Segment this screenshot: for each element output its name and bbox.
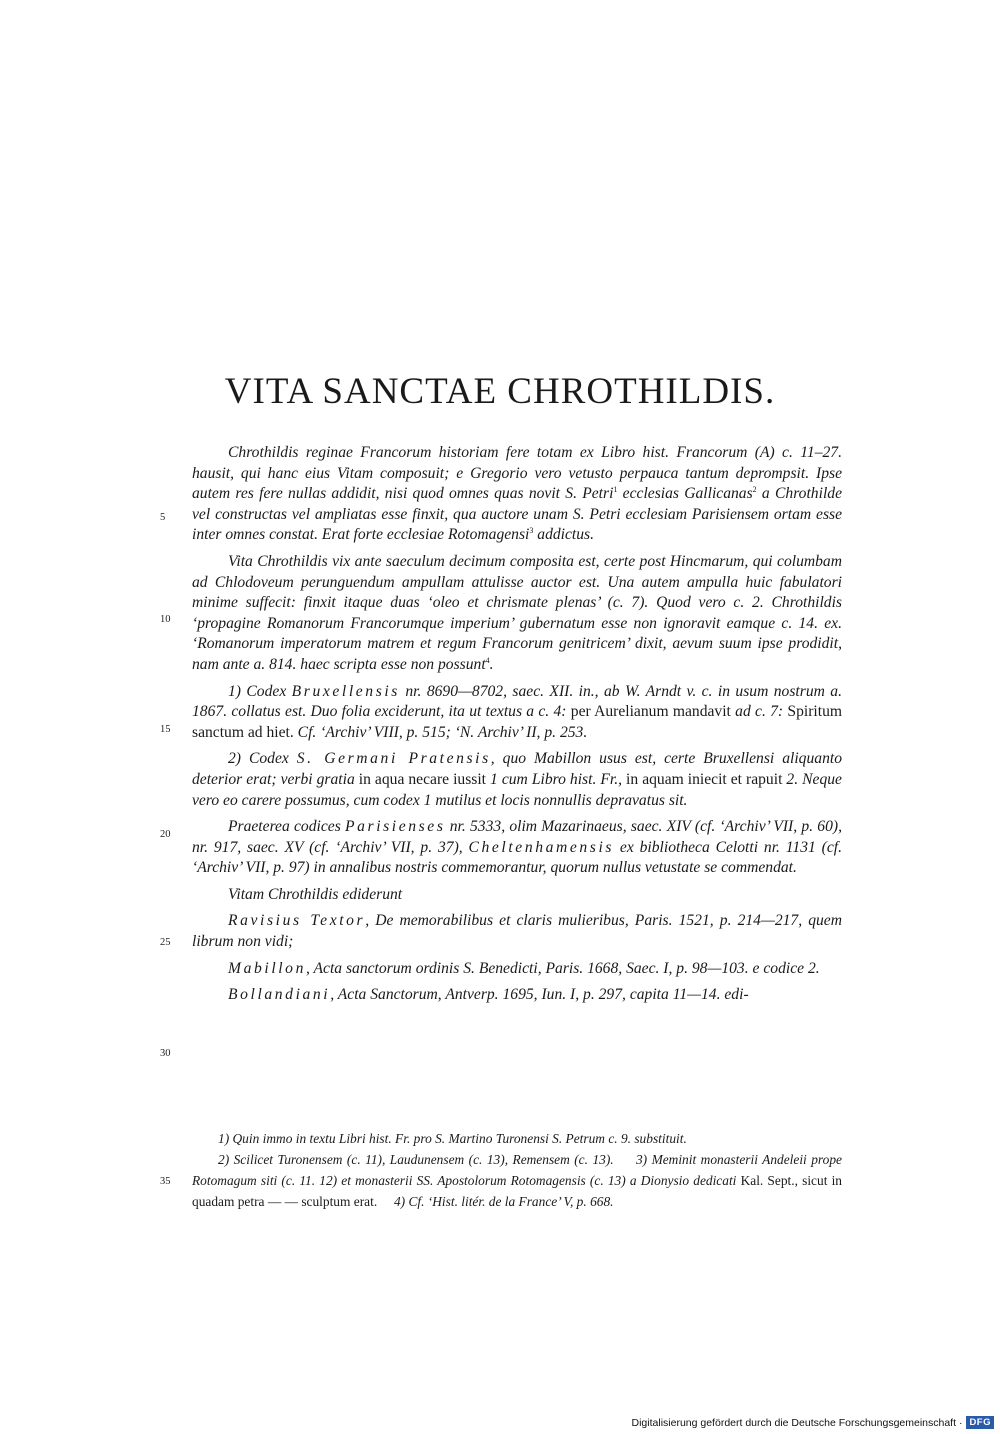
- line-number-35: 35: [160, 1176, 171, 1187]
- codex-pratensis-paragraph: 2) Codex S. Germani Pratensis, quo Mabillon usus est, certe Bruxellensi aliquanto deterior erat; verbi gratia in aqua necare iussit 1 cum Libro hist. Fr., in aquam iniecit et rapuit 2. Neque vero eo carere possumus, cum codex 1 mutilus et locis nonnullis depravatus sit.: [192, 750, 842, 809]
- dfg-logo-icon: DFG: [966, 1416, 994, 1429]
- codex-bruxellensis-paragraph: 1) Codex Bruxellensis nr. 8690—8702, saec. XII. in., ab W. Arndt v. c. in usum nostrum a. 1867. collatus est. Duo folia exciderunt, ita ut textus a c. 4: per Aurelianum mandavit ad c. 7: Spiritum sanctum ad hiet. Cf. ‘Archiv’ VIII, p. 515; ‘N. Archiv’ II, p. 253.: [192, 682, 843, 741]
- line-number-25: 25: [160, 937, 171, 948]
- edition-bollandiani: Bollandiani, Acta Sanctorum, Antverp. 1695, Iun. I, p. 297, capita 11—14. edi-: [228, 986, 749, 1004]
- footnote-3: 3) Meminit monasterii Andeleii prope Rotomagum siti (c. 11. 12) et monasterii SS. Apostolorum Rotomagensis (c. 13) a Dionysio dedicati Kal. Sept., sicut in quadam petra — — sculptum erat.: [192, 1152, 843, 1209]
- line-number-30: 30: [160, 1048, 171, 1059]
- editions-heading: Vitam Chrothildis ediderunt: [228, 885, 403, 903]
- footnote-2-3-4: [192, 1149, 842, 1212]
- line-number-10: 10: [160, 614, 171, 625]
- other-codices-paragraph: Praeterea codices Parisienses nr. 5333, olim Mazarinaeus, saec. XIV (cf. ‘Archiv’ VII, p. 60), nr. 917, saec. XV (cf. ‘Archiv’ VII, p. 37), Cheltenhamensis ex bibliotheca Celotti nr. 1131 (cf. ‘Archiv’ VII, p. 97) in annalibus nostris commemorantur, quorum nullus vetustate se commendat.: [192, 818, 843, 877]
- intro-paragraph-sources: Chrothildis reginae Francorum historiam fere totam ex Libro hist. Francorum (A) c. 11–27. hausit, qui hanc eius Vitam composuit; e Gregorio vero vetusto perpauca tantum deprompsit. Ipse autem res fere nullas addidit, nisi quod omnes quas novit S. Petri$^1$ ecclesias Gallicanas$^2$ a Chrothilde vel constructas vel ampliatas esse finxit, qua auctore unam S. Petri ecclesiam Parisiensem ortam esse inter omnes constat. Erat forte ecclesiae Rotomagensi$^3$ addictus.: [192, 444, 842, 544]
- digitization-footer: [632, 1416, 994, 1429]
- footnote-2: 2) Scilicet Turonensem (c. 11), Laudunensem (c. 13), Remensem (c. 13).: [218, 1152, 614, 1167]
- line-number-20: 20: [160, 829, 171, 840]
- line-number-15: 15: [160, 724, 171, 735]
- footnote-1: 1) Quin immo in textu Libri hist. Fr. pro S. Martino Turonensi S. Petrum c. 9. substituit.: [218, 1131, 687, 1146]
- page-title: VITA SANCTAE CHROTHILDIS.: [224, 371, 776, 412]
- intro-paragraph-dating: Vita Chrothildis vix ante saeculum decimum composita est, certe post Hincmarum, qui columbam ad Chlodoveum perunguendum ampullam attulisse auctor est. Una autem ampulla huic fabulatori minime suffecit: finxit itaque duas ‘oleo et chrismate plenas’ (c. 7). Quod vero c. 2. Chrothildis ‘propagine Romanorum Francorumque imperium’ gubernatum esse non ignoravit eamque c. 14. ex. ‘Romanorum imperatorum matrem et regum Francorum genitricem’ dixit, aevum suum ipse prodidit, nam ante a. 814. haec scripta esse non possunt$^4$.: [192, 552, 842, 673]
- footer-credit: Digitalisierung gefördert durch die Deutsche Forschungsgemeinschaft ·: [631, 1416, 963, 1429]
- edition-ravisius: Ravisius Textor, De memorabilibus et claris mulieribus, Paris. 1521, p. 214—217, quem librum non vidi;: [192, 912, 842, 951]
- line-number-5: 5: [160, 512, 166, 523]
- edition-mabillon: Mabillon, Acta sanctorum ordinis S. Benedicti, Paris. 1668, Saec. I, p. 98—103. e codice 2.: [228, 959, 820, 977]
- footnotes: [192, 1128, 842, 1212]
- introduction-body: [192, 443, 842, 1012]
- footnote-4: 4) Cf. ‘Hist. litér. de la France’ V, p. 668.: [393, 1194, 614, 1209]
